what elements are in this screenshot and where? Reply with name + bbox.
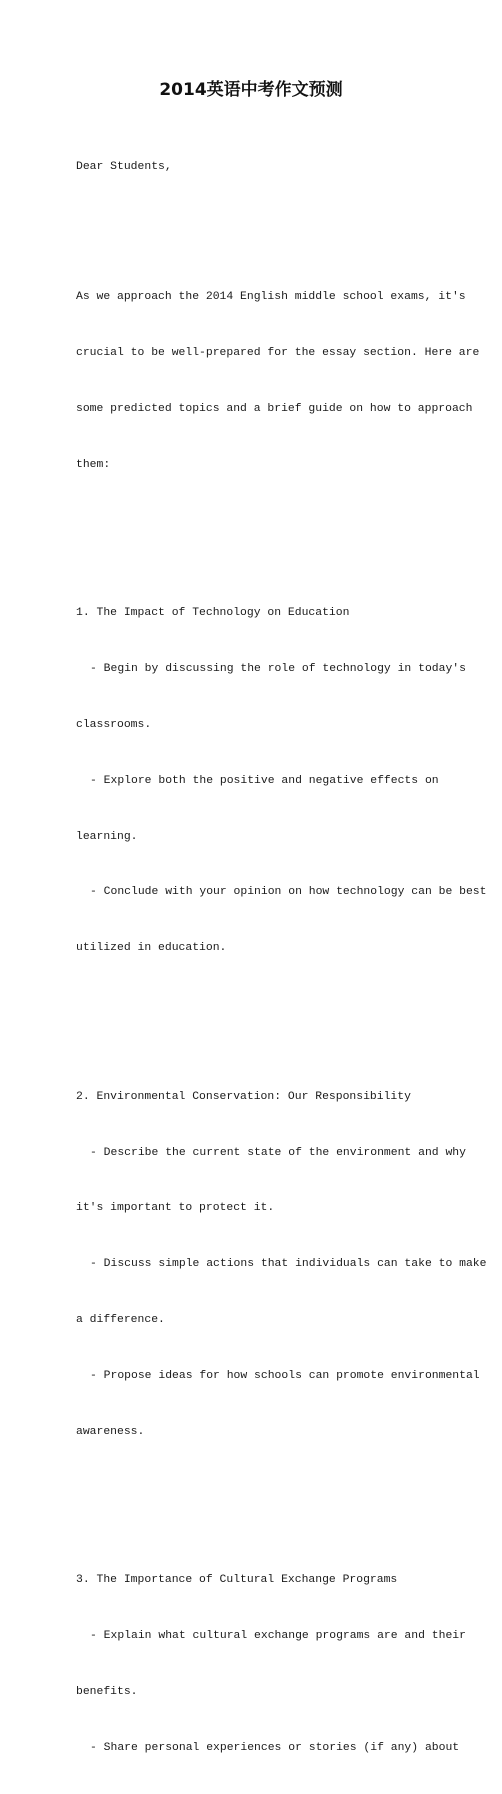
section-point-wrap: classrooms. [76,719,152,731]
document-title: 2014英语中考作文预测 [159,80,343,100]
paragraph-gap [76,995,431,1014]
paragraph-gap [76,214,431,233]
intro-line: them: [76,458,111,471]
document-body [76,121,487,1794]
section-point-wrap: benefits. [76,1685,138,1698]
intro-line: As we approach the 2014 English middle school exams, it's [76,291,466,304]
section-point: - Explain what cultural exchange programs are and their [90,1630,466,1643]
section-point: - Begin by discussing the role of technology in today's [90,663,466,676]
section-heading: 2. Environmental Conservation: Our Responsibility [76,1090,411,1103]
section-point-wrap: it's important to protect it. [76,1202,275,1215]
section-heading: 3. The Importance of Cultural Exchange Programs [76,1574,398,1587]
paragraph-gap [76,511,431,530]
section-point: - Explore both the positive and negative effects on [90,774,439,787]
intro-line: crucial to be well-prepared for the essay section. Here are [76,347,480,360]
section-point: - Describe the current state of the environment and why [90,1146,466,1159]
section-point: - Discuss simple actions that individuals can take to make [90,1258,487,1271]
section-point: - Share personal experiences or stories (if any) about [90,1741,460,1754]
section-point: - Conclude with your opinion on how technology can be best [90,886,487,899]
intro-line: some predicted topics and a brief guide on how to approach [76,402,473,415]
section-point: - Propose ideas for how schools can promote environmental [90,1369,480,1382]
greeting: Dear Students, [76,161,172,174]
section-point-wrap: a difference. [76,1314,165,1326]
section-point-wrap: learning. [76,830,138,843]
section-heading: 1. The Impact of Technology on Education [76,607,350,620]
paragraph-gap [76,1478,431,1497]
section-point-wrap: utilized in education. [76,942,227,955]
section-point-wrap: awareness. [76,1425,145,1438]
